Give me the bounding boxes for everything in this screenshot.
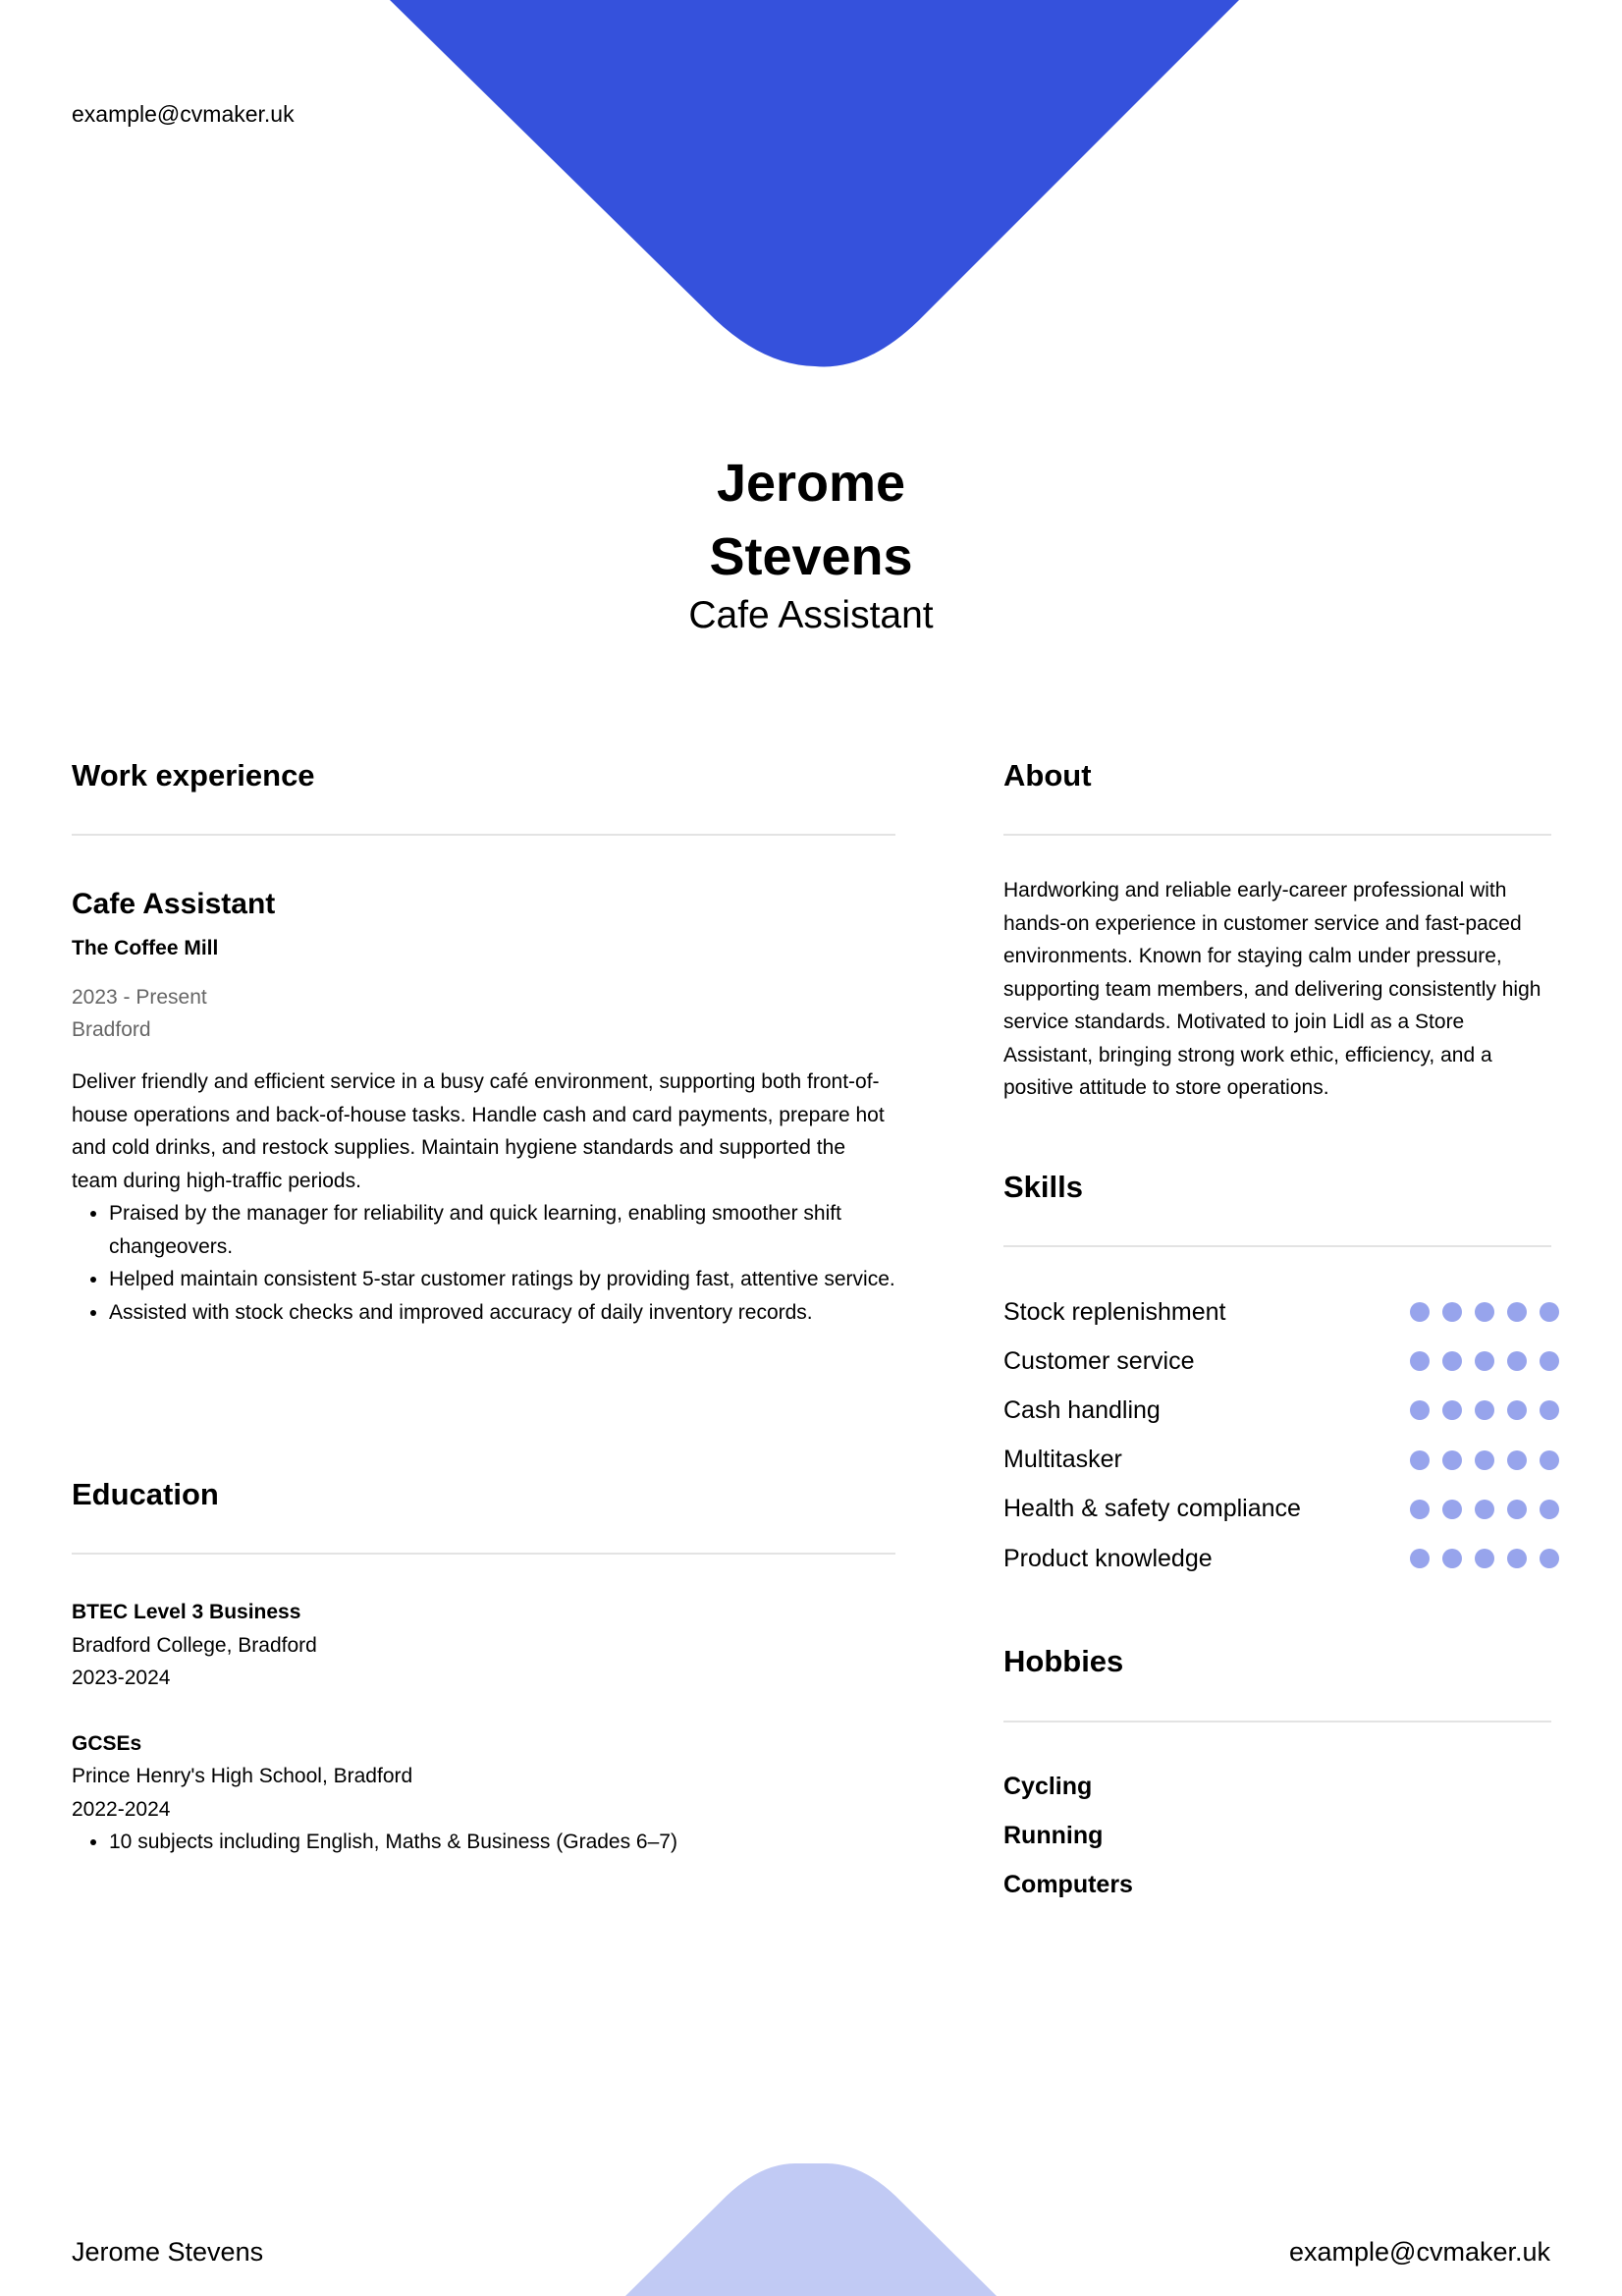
section-divider	[72, 834, 895, 836]
skill-label: Cash handling	[1003, 1395, 1161, 1424]
hobby-item: Cycling	[1003, 1773, 1093, 1800]
skill-dot-icon	[1410, 1351, 1430, 1371]
skill-dot-icon	[1410, 1549, 1430, 1568]
section-divider	[1003, 834, 1551, 836]
skill-row	[1003, 1386, 1551, 1435]
skill-dot-icon	[1442, 1302, 1462, 1322]
job-bullet: • Praised by the manager for reliability and quick learning, enabling smoother shift changeovers.	[109, 1197, 895, 1263]
skill-dot-icon	[1442, 1549, 1462, 1568]
work-experience-heading: Work experience	[72, 758, 315, 793]
education-bullet: • 10 subjects including English, Maths & Business (Grades 6–7)	[109, 1826, 895, 1859]
skill-rating	[1410, 1400, 1559, 1420]
skill-dot-icon	[1475, 1450, 1494, 1470]
skill-label: Health & safety compliance	[1003, 1495, 1301, 1523]
job-title: Cafe Assistant	[688, 594, 934, 636]
skill-row	[1003, 1534, 1551, 1583]
skill-dot-icon	[1475, 1500, 1494, 1519]
skill-dot-icon	[1475, 1302, 1494, 1322]
education-item	[72, 1596, 895, 1695]
about-heading: About	[1003, 758, 1092, 793]
last-name: Stevens	[709, 527, 913, 586]
skill-dot-icon	[1507, 1549, 1527, 1568]
skill-rating	[1410, 1351, 1559, 1371]
skill-dot-icon	[1540, 1400, 1559, 1420]
education-section	[72, 1475, 895, 1891]
name-block	[0, 447, 1622, 641]
education-degree: BTEC Level 3 Business	[72, 1601, 301, 1623]
education-bullet-list	[72, 1826, 895, 1859]
job-dates: 2023 - Present	[72, 986, 207, 1009]
work-experience-section	[72, 756, 895, 1329]
hobby-item: Computers	[1003, 1871, 1133, 1899]
skill-label: Customer service	[1003, 1346, 1195, 1375]
education-list	[72, 1596, 895, 1859]
education-school: Bradford College, Bradford	[72, 1633, 317, 1657]
job-bullet: • Helped maintain consistent 5-star customer ratings by providing fast, attentive service.	[109, 1263, 895, 1296]
skill-label: Product knowledge	[1003, 1544, 1213, 1572]
skill-row	[1003, 1436, 1551, 1485]
skill-row	[1003, 1287, 1551, 1337]
job-location: Bradford	[72, 1018, 151, 1041]
footer-email[interactable]: example@cvmaker.uk	[1288, 2237, 1550, 2267]
skill-dot-icon	[1507, 1400, 1527, 1420]
section-divider	[1003, 1721, 1551, 1722]
skill-row	[1003, 1337, 1551, 1386]
job-company: The Coffee Mill	[72, 937, 219, 959]
skill-dot-icon	[1410, 1500, 1430, 1519]
skills-heading: Skills	[1003, 1170, 1083, 1204]
about-text: Hardworking and reliable early-career professional with hands-on experience in customer service and fast-paced environments. Known for staying calm under pressure, supporting team members, and delivering consistently high service standards. Motivated to join Lidl as a Store Assistant, bringing strong work ethic, efficiency, and a positive attitude to store operations.	[1003, 879, 1541, 1099]
skill-dot-icon	[1540, 1500, 1559, 1519]
skills-list	[1003, 1287, 1551, 1583]
skill-dot-icon	[1410, 1450, 1430, 1470]
job-description: Deliver friendly and efficient service in a busy café environment, supporting both front-of-house operations and back-of-house tasks. Handle cash and card payments, prepare hot and cold drinks, and restock supplies. Maintain hygiene standards and supported the team during high-traffic periods.	[72, 1070, 885, 1192]
skill-dot-icon	[1507, 1351, 1527, 1371]
skill-dot-icon	[1442, 1450, 1462, 1470]
education-item	[72, 1727, 895, 1859]
skill-dot-icon	[1540, 1302, 1559, 1322]
section-divider	[1003, 1245, 1551, 1247]
top-decorative-shape	[0, 0, 1622, 373]
job-position: Cafe Assistant	[72, 888, 276, 920]
skill-dot-icon	[1475, 1351, 1494, 1371]
footer-name: Jerome Stevens	[72, 2237, 264, 2267]
skill-row	[1003, 1485, 1551, 1534]
job-bullet: • Assisted with stock checks and improved accuracy of daily inventory records.	[109, 1296, 895, 1330]
skill-label: Multitasker	[1003, 1446, 1122, 1474]
hobbies-section	[1003, 1642, 1551, 1910]
skill-rating	[1410, 1302, 1559, 1322]
skill-dot-icon	[1475, 1400, 1494, 1420]
bottom-decorative-shape	[0, 2151, 1622, 2296]
job-bullet-list	[72, 1197, 895, 1329]
skill-dot-icon	[1507, 1450, 1527, 1470]
hobbies-heading: Hobbies	[1003, 1644, 1124, 1678]
job-entry	[72, 885, 895, 1329]
skill-dot-icon	[1442, 1500, 1462, 1519]
education-degree: GCSEs	[72, 1731, 142, 1755]
skill-dot-icon	[1540, 1450, 1559, 1470]
about-section	[1003, 756, 1551, 1105]
skills-section	[1003, 1168, 1551, 1583]
skill-dot-icon	[1410, 1400, 1430, 1420]
skill-dot-icon	[1475, 1549, 1494, 1568]
section-divider	[72, 1553, 895, 1555]
skill-dot-icon	[1540, 1549, 1559, 1568]
skill-rating	[1410, 1549, 1559, 1568]
first-name: Jerome	[716, 454, 906, 513]
skill-dot-icon	[1442, 1351, 1462, 1371]
hobbies-list	[1003, 1762, 1551, 1910]
skill-dot-icon	[1540, 1351, 1559, 1371]
skill-label: Stock replenishment	[1003, 1297, 1226, 1326]
hobby-item: Running	[1003, 1822, 1104, 1850]
skill-dot-icon	[1410, 1302, 1430, 1322]
accent-light-arch-shape	[625, 2163, 997, 2296]
skill-rating	[1410, 1500, 1559, 1519]
education-dates: 2023-2024	[72, 1667, 171, 1689]
education-school: Prince Henry's High School, Bradford	[72, 1765, 413, 1787]
education-dates: 2022-2024	[72, 1797, 171, 1821]
skill-dot-icon	[1507, 1302, 1527, 1322]
skill-dot-icon	[1507, 1500, 1527, 1519]
accent-chevron-shape	[390, 0, 1239, 366]
skill-rating	[1410, 1450, 1559, 1470]
education-heading: Education	[72, 1477, 219, 1511]
header-email[interactable]: example@cvmaker.uk	[72, 101, 295, 127]
skill-dot-icon	[1442, 1400, 1462, 1420]
